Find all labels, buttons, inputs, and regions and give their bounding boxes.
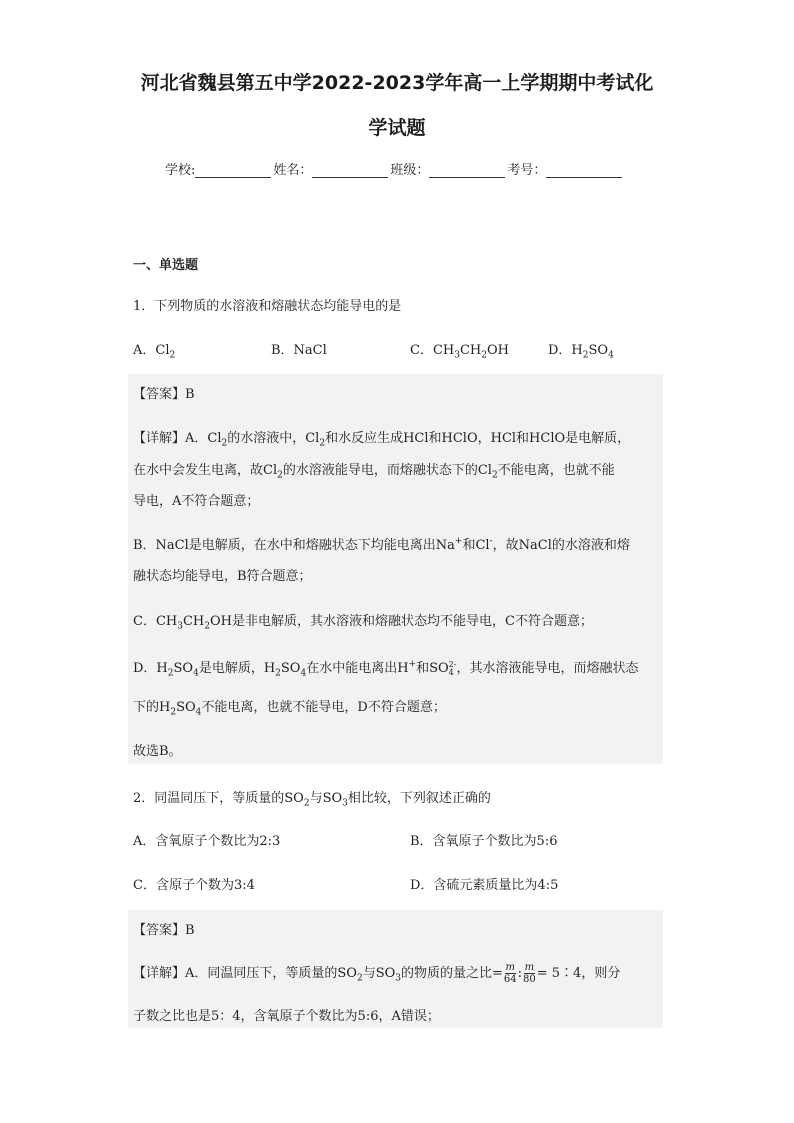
- q1-option-c: C．$CH_3CH_2OH$: [410, 343, 509, 361]
- fraction-m-80: $\frac{m}{80}$: [523, 962, 536, 985]
- q1-detail-c: C．$CH_3CH_2OH$是非电解质，其水溶液和熔融状态均不能导电，C不符合题意；: [133, 614, 593, 632]
- q2-answer: 【答案】B: [133, 923, 195, 938]
- q1-detail-d-line2: 下的$H_2SO_4$不能电离，也就不能导电，D不符合题意；: [133, 700, 446, 718]
- name-field[interactable]: [312, 163, 388, 178]
- name-label: 姓名：: [273, 163, 313, 178]
- q1-detail-b-line2: 融状态均能导电，B符合题意；: [133, 569, 312, 584]
- q1-stem: 1．下列物质的水溶液和熔融状态均能导电的是: [133, 299, 402, 314]
- q2-option-b: B．含氧原子个数比为5:6: [410, 834, 558, 849]
- fraction-m-64: $\frac{m}{64}$: [503, 962, 517, 985]
- q2-option-d: D．含硫元素质量比为4:5: [410, 878, 559, 893]
- section-heading: 一、单选题: [133, 258, 199, 273]
- school-label: 学校:: [165, 163, 196, 178]
- q1-detail-b-line1: B．NaCl是电解质，在水中和熔融状态下均能电离出Na+和Cl-，故NaCl的水溶液和熔: [133, 536, 630, 553]
- student-info-row: [165, 159, 624, 178]
- school-field[interactable]: [195, 163, 271, 178]
- exam-no-label: 考号：: [507, 163, 547, 178]
- q1-option-b: B．NaCl: [271, 343, 327, 358]
- q1-detail-d-line1: D．$H_2SO_4$是电解质，$H_2SO_4$在水中能电离出H+和SO 2- 4 ，其水溶液能导电，而熔融状态: [133, 659, 639, 679]
- q2-detail-line2: 子数之比也是5：4，含氧原子个数比为5:6，A错误；: [133, 1009, 440, 1024]
- page-title-line1: 河北省魏县第五中学2022-2023学年高一上学期期中考试化: [140, 72, 654, 94]
- q1-option-a: A．$Cl_2$: [133, 343, 176, 361]
- page-title-line2: 学试题: [368, 117, 426, 139]
- q2-option-c: C．含原子个数为3:4: [133, 878, 255, 893]
- class-field[interactable]: [429, 163, 505, 178]
- q1-detail-a-line3: 导电，A不符合题意；: [133, 494, 260, 509]
- q1-detail-a-line1: 【详解】A．$Cl_2$的水溶液中，$Cl_2$和水反应生成HCl和HClO，HCl和HClO是电解质，: [133, 431, 631, 449]
- q1-conclusion: 故选B。: [133, 744, 182, 759]
- sulfate-ion-charge: 2- 4: [448, 659, 457, 677]
- q2-detail-line1: 【详解】A．同温同压下，等质量的$SO_2$与$SO_3$的物质的量之比= $\frac{m}{64}$ : $\frac{m}{80}$ = 5∶4，则分: [133, 962, 621, 985]
- exam-no-field[interactable]: [546, 163, 622, 178]
- q2-stem: 2．同温同压下，等质量的$SO_2$与$SO_3$相比较，下列叙述正确的: [133, 791, 491, 809]
- q1-answer: 【答案】B: [133, 387, 195, 402]
- q1-option-d: D．$H_2SO_4$: [548, 343, 614, 361]
- class-label: 班级：: [390, 163, 430, 178]
- q2-option-a: A．含氧原子个数比为2:3: [133, 834, 281, 849]
- q1-detail-a-line2: 在水中会发生电离，故$Cl_2$的水溶液能导电，而熔融状态下的$Cl_2$不能电离，也就不能: [133, 463, 615, 481]
